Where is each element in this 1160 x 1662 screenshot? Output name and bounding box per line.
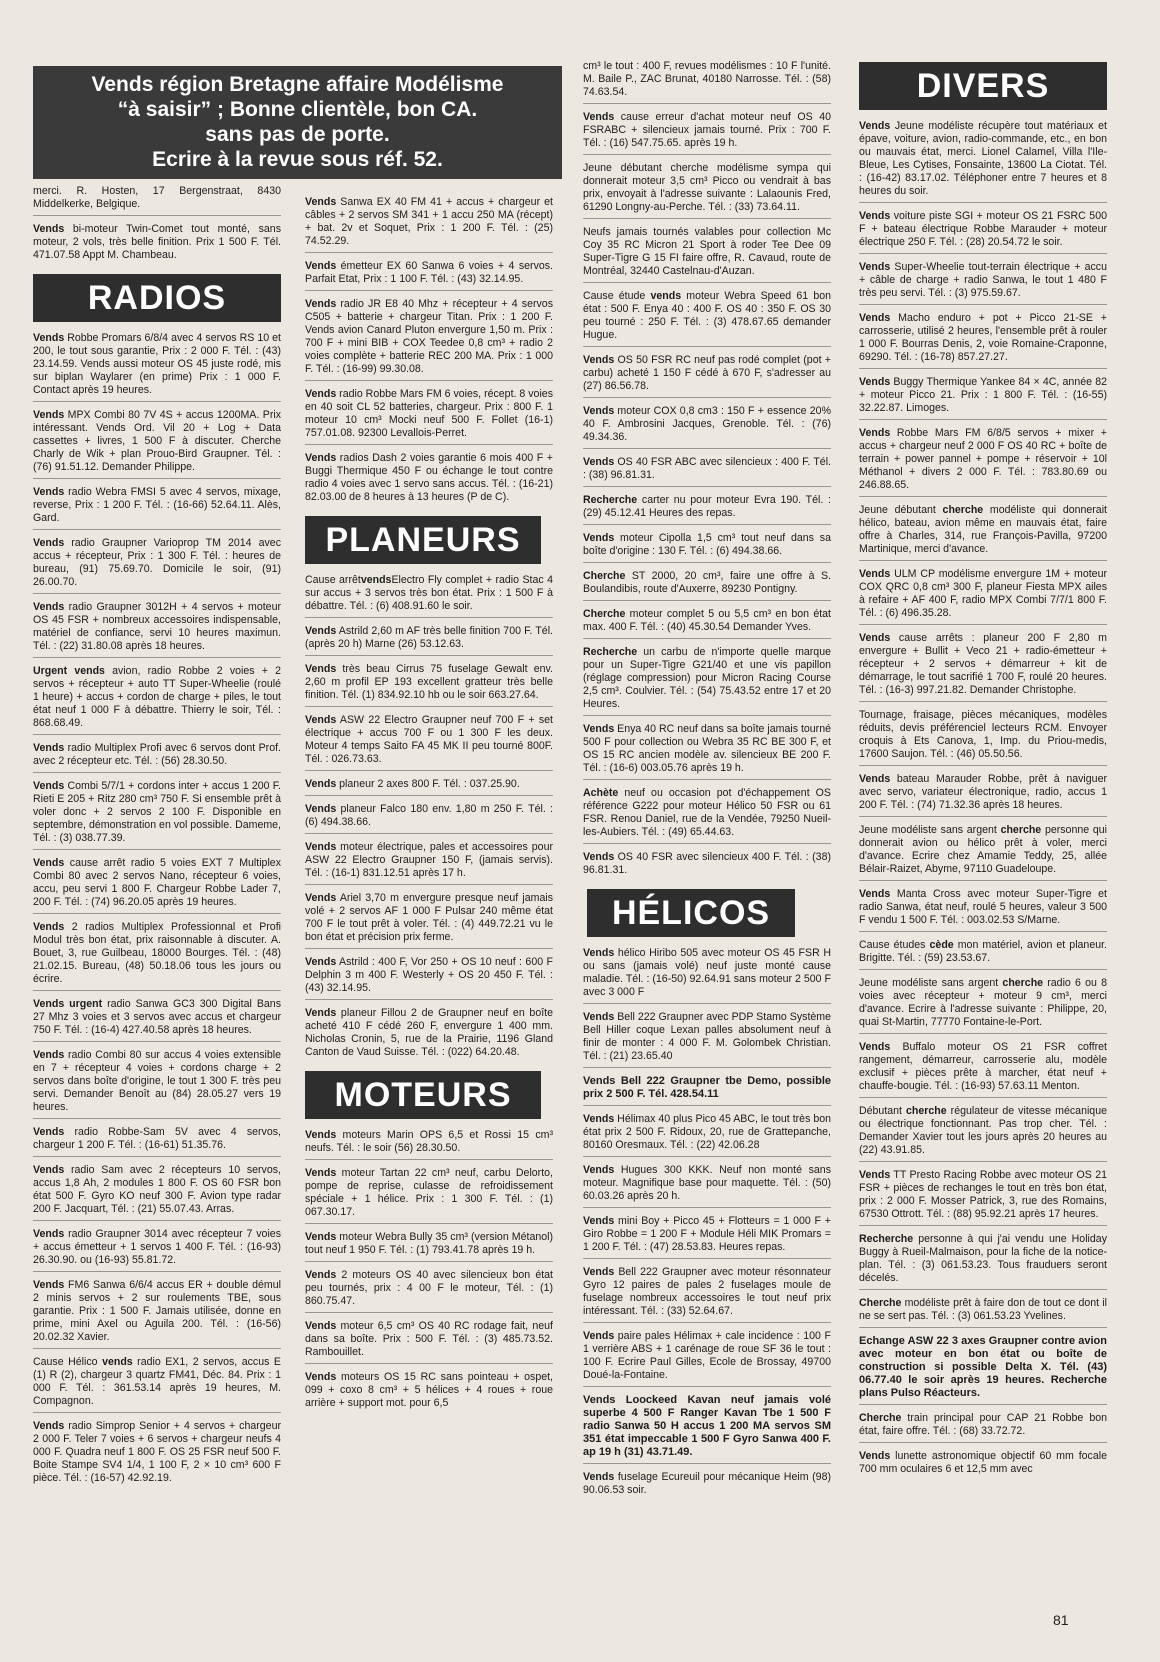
- ads-planeurs: [305, 574, 553, 1063]
- ad-text: Bell 222 Graupner avec PDP Stamo Système Bell Hiller coque Lexan palles absolument neuf à finir de monter : 4 000 F. M. Golombek Christian. Tél. : (21) 23.65.40: [583, 1011, 831, 1062]
- ad-text: Cause arrêtvendsElectro Fly complet + radio Stac 4 sur accus + 3 servos très bon état. Prix : 1 500 F à débattre. Tél. : (6) 408.91.60 le soir.: [305, 574, 553, 612]
- classified-ad: [583, 1330, 831, 1387]
- ad-text: planeur 2 axes 800 F. Tél. : 037.25.90.: [336, 778, 520, 790]
- ad-text: Hélimax 40 plus Pico 45 ABC, le tout très bon état prix 2 500 F. Ridoux, 20, rue de Grattepanche, 80160 Oresmaux. Tél. : (22) 42.06.28: [583, 1113, 831, 1151]
- ad-keyword: Vends: [583, 532, 615, 544]
- ad-text: Ariel 3,70 m envergure presque neuf jamais volé + 2 servos AF 1 000 F Pulsar 240 même état 700 F le tout prêt à voler. Tél. : (4) 449.72.21 vu le bon état et précision prix ferme.: [305, 892, 553, 943]
- ad-text: radio Graupner 3014 avec récepteur 7 voies + accus émetteur + 1 servos 1 400 F. Tél. : (16-93) 26.30.90. ou (16-93) 55.81.72.: [33, 1228, 281, 1266]
- ad-keyword: Vends: [305, 778, 337, 790]
- ad-keyword: Vends: [859, 312, 891, 324]
- ad-keyword: Vends: [859, 773, 891, 785]
- classified-ad: [33, 780, 281, 850]
- ad-keyword: Vends: [583, 1011, 615, 1023]
- ad-keyword: Vends: [305, 841, 337, 853]
- ad-text: Combi 5/7/1 + cordons inter + accus 1 200 F. Rieti E 205 + Ritz 280 cm³ 750 F. Si ensemble prêt à voler donc + 2 servos 2 100 F. Disponible en septembre, démonstration en vol possible. Dameme, Tél. : (3) 038.77.39.: [33, 780, 281, 844]
- ad-text: TT Presto Racing Robbe avec moteur OS 21 FSR + pièces de rechanges le tout en très bon état, prix : 2 000 F. Mosser Patrick, 3, rue des Romains, 67530 Ottrott. Tél. : (88) 95.92.21 après 17 heures.: [859, 1169, 1107, 1220]
- ad-keyword: Vends: [859, 376, 891, 388]
- ad-text: cause arrêt radio 5 voies EXT 7 Multiplex Combi 80 avec 2 servos Nano, récepteur 6 voies, accu, peu servi 1 800 F. Chargeur Robbe Lader 7, 200 F. Tél. : (74) 96.20.05 après 19 heures.: [33, 857, 281, 908]
- classified-ad: [859, 504, 1107, 561]
- classified-ad: [305, 298, 553, 381]
- ad-text: FM6 Sanwa 6/6/4 accus ER + double démul 2 minis servos + 2 sur roulements TBE, sous garantie. Prix : 1 500 F. Jamais utilisée, donne en prime, mini Axel ou Aguila 200. Tél. : (16-56) 20.02.32 Xavier.: [33, 1279, 281, 1343]
- ad-keyword: Vends: [583, 1330, 615, 1342]
- classified-ad: [305, 452, 553, 508]
- ads-helicos: [583, 947, 831, 1501]
- ad-text: Cause étude vends moteur Webra Speed 61 bon état : 500 F. Enya 40 : 400 F. OS 40 : 350 F. OS 30 peu tourné : 250 F. Tél. : (3) 478.67.65 demander Hugue.: [583, 290, 831, 341]
- classified-ad: [305, 574, 553, 618]
- classified-ad: [859, 773, 1107, 817]
- ad-keyword: Vends: [583, 1164, 615, 1176]
- ads-radios: [33, 332, 281, 1489]
- classified-ad: [859, 427, 1107, 497]
- ad-keyword: Recherche: [583, 646, 638, 658]
- classified-ad: [583, 405, 831, 449]
- classified-ad: [583, 162, 831, 219]
- classified-ad: [305, 260, 553, 291]
- ad-keyword: Vends: [859, 1450, 891, 1462]
- ad-keyword: Vends: [305, 714, 337, 726]
- classified-ad: [305, 1129, 553, 1160]
- ad-keyword: Cherche: [583, 570, 626, 582]
- ad-keyword: Vends: [305, 1007, 337, 1019]
- ad-keyword: Vends: [583, 405, 615, 417]
- classified-ad: [305, 663, 553, 707]
- ad-text: radio Sam avec 2 récepteurs 10 servos, accus 1,8 Ah, 2 modules 1 800 F. OS 60 FSR bon état 500 F. Gyro KO neuf 300 F. Avion type radar 200 F. Jacquart, Tél. : (21) 55.07.43. Arras.: [33, 1164, 281, 1215]
- ad-text: Macho enduro + pot + Picco 21-SE + carrosserie, utilisé 2 heures, l'ensemble prêt à rouler 1 000 F. Bourras Denis, 2, voie Romaine-Craponne, 69290. Tél. : (16-78) 857.27.27.: [859, 312, 1107, 363]
- ad-text: Manta Cross avec moteur Super-Tigre et radio Sanwa, état neuf, roulé 5 heures, valeur 3 500 F vendu 1 500 F. Tél. : 003.02.53 S/Marne.: [859, 888, 1107, 926]
- classified-ad: [33, 223, 281, 266]
- ad-keyword: Vends urgent: [33, 998, 103, 1010]
- ad-text: ASW 22 3 axes Graupner contre avion avec moteur en bon état ou boîte de construction si possible Delta X. Tél. (43) 06.77.40 le soir après 19 heures. Recherche plans Pulso Réacteurs.: [859, 1335, 1107, 1399]
- column-2: [305, 196, 553, 1421]
- ad-text: Jeune modéliste sans argent cherche personne qui donnerait avion ou hélico prêt à voler, merci d'avance. Ecrire chez Amamie Teddy, 25, allée Bélair-Raizet, Abyme, 97110 Guadeloupe.: [859, 824, 1107, 875]
- classified-ad: [859, 977, 1107, 1034]
- ad-keyword: Echange: [859, 1335, 905, 1347]
- classified-ad: [305, 1231, 553, 1262]
- classified-ad: [305, 1371, 553, 1414]
- ad-text: Astrild : 400 F, Vor 250 + OS 10 neuf : 600 F Delphin 3 m 400 F. Westerly + OS 20 450 F. Tél. : (43) 32.14.95.: [305, 956, 553, 994]
- ad-text: radio Sanwa GC3 300 Digital Bans 27 Mhz 3 voies et 3 servos avec accus et chargeur 750 F. Tél. : (16-4) 427.40.58 après 18 heures.: [33, 998, 281, 1036]
- ad-text: Jeune modéliste sans argent cherche radio 6 ou 8 voies avec récepteur + moteur 9 cm³, merci d'avance. Ecrire à l'adresse suivante : Philippe, 20, quai St-Martin, 77770 Fontaine-le-Port.: [859, 977, 1107, 1028]
- classified-ad: [33, 185, 281, 216]
- ad-keyword: Recherche: [583, 494, 638, 506]
- ad-keyword: Vends: [859, 427, 891, 439]
- ad-text: MPX Combi 80 7V 4S + accus 1200MA. Prix intéressant. Vends Ord. Vil 20 + Log + Data cassettes + livres, 1 500 F à discuter. Cherche Charly de Wik + plan Prouo-Bird Graupner. Tél. : (76) 91.51.12. Demander Philippe.: [33, 409, 281, 473]
- classified-ad: [33, 1279, 281, 1349]
- ad-text: bateau Marauder Robbe, prêt à naviguer avec servo, variateur électronique, radio, accus 1 200 F. Tél. : (74) 71.32.36 après 18 heures.: [859, 773, 1107, 811]
- ad-keyword: Vends: [305, 388, 337, 400]
- ads-c2-top: [305, 196, 553, 508]
- classified-ad: [305, 841, 553, 885]
- ad-text: Jeune modéliste récupère tout matériaux et épave, voiture, avion, radio-commande, etc., en bon ou mauvais état, merci. Lionel Calamel, Villa l'Ile-Bleue, Les Cytises, Fonsainte, 13600 La Ciotat. Tél. : (16-42) 83.17.02. Téléphoner entre 7 heures et 8 heures du soir.: [859, 120, 1107, 197]
- ad-text: radio Simprop Senior + 4 servos + chargeur 2 000 F. Teler 7 voies + 6 servos + chargeur neufs 4 000 F. Quadra neuf 1 800 F. OS 25 FSR neuf 500 F. Boite Stampe SV4 1/4, 1 100 F, 2 × 10 cm³ 600 F pièce. Tél. : (16-57) 42.92.19.: [33, 1420, 281, 1484]
- classified-ad: [583, 608, 831, 639]
- ad-keyword: Vends: [33, 332, 65, 344]
- ad-text: train principal pour CAP 21 Robbe bon état, faire offre. Tél. : (68) 33.72.72.: [859, 1412, 1107, 1437]
- classified-ad: [583, 532, 831, 563]
- classified-ad: [859, 632, 1107, 702]
- ad-keyword: Vends: [583, 1266, 615, 1278]
- ad-keyword: Vends: [305, 1269, 337, 1281]
- classified-ad: [583, 646, 831, 716]
- classified-ad: [583, 1113, 831, 1157]
- ad-text: Buggy Thermique Yankee 84 × 4C, année 82 + moteur Picco 21. Prix : 1 800 F. Tél. : (16-55) 32.22.87. Limoges.: [859, 376, 1107, 414]
- ad-text: OS 40 FSR avec silencieux 400 F. Tél. : (38) 96.81.31.: [583, 851, 831, 876]
- ad-keyword: Cherche: [583, 608, 626, 620]
- classified-ad: [859, 568, 1107, 625]
- ad-keyword: Vends: [859, 120, 891, 132]
- classified-ad: [583, 354, 831, 398]
- classified-ad: [305, 714, 553, 771]
- classified-ad: [859, 1041, 1107, 1098]
- ads-c3-top: [583, 60, 831, 881]
- ad-keyword: Vends: [859, 1169, 891, 1181]
- ad-keyword: Vends: [305, 663, 337, 675]
- ad-keyword: Recherche: [859, 1233, 914, 1245]
- classified-ad: [583, 787, 831, 844]
- ad-text: Cause études cède mon matériel, avion et planeur. Brigitte. Tél. : (59) 23.53.67.: [859, 939, 1107, 964]
- ad-text: hélico Hiribo 505 avec moteur OS 45 FSR H ou sans (jamais volé) neuf juste monté cause maladie. Tél. : (16-50) 92.64.91 sans moteur 2 500 F avec 3 000 F: [583, 947, 831, 998]
- ad-keyword: Vends: [859, 632, 891, 644]
- classified-ad: [33, 665, 281, 735]
- ad-text: ULM CP modélisme envergure 1M + moteur COX QRC 0,8 cm³ 300 F, planeur Fiesta MPX ailes à refaire + AF 400 F, radio MPX Combi 7/7/1 800 F. Tél. : (6) 496.35.28.: [859, 568, 1107, 619]
- ad-keyword: Vends: [583, 947, 615, 959]
- ad-text: radios Dash 2 voies garantie 6 mois 400 F + Buggi Thermique 450 F ou échange le tout contre radio 4 voies avec 1 servo sans accus. Tél. : (16-21) 82.03.00 de 8 heures à 13 heures (P de C).: [305, 452, 553, 503]
- ad-keyword: Vends: [33, 780, 65, 792]
- ad-text: moteur Tartan 22 cm³ neuf, carbu Delorto, pompe de reprise, culasse de refroidissement spéciale + 1 hélice. Prix : 1 300 F. Tél. : (1) 067.30.17.: [305, 1167, 553, 1218]
- ad-keyword: Vends: [33, 223, 65, 235]
- ad-keyword: Cherche: [859, 1412, 902, 1424]
- ad-text: modéliste prêt à faire don de tout ce dont il ne se sert pas. Tél. : (3) 061.53.23 Yvelines.: [859, 1297, 1107, 1322]
- classified-ad: [583, 111, 831, 155]
- classified-ad: [33, 332, 281, 402]
- classified-ad: [583, 60, 831, 104]
- ad-text: moteur COX 0,8 cm3 : 150 F + essence 20% 40 F. Ambrosini Jacques, Grenoble. Tél. : (76) 49.34.36.: [583, 405, 831, 443]
- classified-ad: [305, 388, 553, 445]
- classified-ad: [33, 742, 281, 773]
- ad-text: émetteur EX 60 Sanwa 6 voies + 4 servos. Parfait Etat, Prix : 1 100 F. Tél. : (43) 32.14.95.: [305, 260, 553, 285]
- ad-keyword: Vends: [583, 1113, 615, 1125]
- ad-text: cause arrêts : planeur 200 F 2,80 m envergure + Bullit + Veco 21 + radio-émetteur + récepteur + 2 servos + démarreur + kit de démarrage, le tout sacrifié 1 700 F, roulé 20 heures. Tél. : (16-3) 997.21.82. Demander Christophe.: [859, 632, 1107, 696]
- ad-text: Bell 222 Graupner avec moteur résonnateur Gyro 12 paires de pales 2 fuselages moule de fuselage nombreux accessoires le tout neuf prix intéressant. Tél. : (33) 52.64.67.: [583, 1266, 831, 1317]
- ads-divers: [859, 120, 1107, 1480]
- ad-keyword: Vends: [305, 956, 337, 968]
- ad-text: radio Robbe Mars FM 6 voies, récept. 8 voies en 40 soit CL 52 batteries, chargeur. Prix : 800 F. 1 moteur 10 cm³ Mocki neuf 500 F. Follet (16-1) 757.01.08. 92300 Levallois-Perret.: [305, 388, 553, 439]
- ad-text: planeur Falco 180 env. 1,80 m 250 F. Tél. : (6) 494.38.66.: [305, 803, 553, 828]
- ad-keyword: Vends: [33, 857, 65, 869]
- classified-ad: [33, 486, 281, 530]
- ad-text: planeur Fillou 2 de Graupner neuf en boîte acheté 410 F cédé 260 F, envergure 1 400 mm. Nicholas Cronin, 5, rue de la Prairie, 1196 Gland Canton de Vaud Suisse. Tél. : (022) 64.20.48.: [305, 1007, 553, 1058]
- classified-ad: [305, 803, 553, 834]
- classified-ad: [33, 537, 281, 594]
- classified-ad: [33, 1126, 281, 1157]
- classified-ad: [859, 210, 1107, 254]
- classified-ad: [583, 1394, 831, 1464]
- classified-ad: [33, 1356, 281, 1413]
- ad-keyword: Vends: [859, 210, 891, 222]
- ad-keyword: Achète: [583, 787, 619, 799]
- ad-keyword: Vends: [583, 1215, 615, 1227]
- classified-ad: [33, 1228, 281, 1272]
- classified-ad: [859, 1450, 1107, 1480]
- column-3: [583, 60, 831, 1508]
- classified-ad: [305, 1007, 553, 1063]
- classified-ad: [859, 1412, 1107, 1443]
- ads-c1-top: [33, 185, 281, 266]
- ad-keyword: Vends: [33, 1164, 65, 1176]
- classified-ad: [859, 939, 1107, 970]
- ad-text: un carbu de n'importe quelle marque pour un Super-Tigre G21/40 et une vis papillon (réglage compression) pour Micron Racing Course 2,5 cm³. Coulvier. Tél. : (54) 75.43.52 entre 17 et 20 Heures.: [583, 646, 831, 710]
- classified-ad: [859, 1105, 1107, 1162]
- ad-text: ASW 22 Electro Graupner neuf 700 F + set électrique + accus 700 F ou 1 300 F les deux. Moteur 4 temps Saito FA 45 MK II peu tourné 800F. Tél. : 026.73.63.: [305, 714, 553, 765]
- classified-ad: [859, 261, 1107, 305]
- classified-ad: [859, 1297, 1107, 1328]
- classified-ad: [583, 947, 831, 1004]
- ad-keyword: Urgent vends: [33, 665, 105, 677]
- ad-text: lunette astronomique objectif 60 mm focale 700 mm oculaires 6 et 12,5 mm avec: [859, 1450, 1107, 1475]
- classified-ad: [583, 1164, 831, 1208]
- ad-keyword: Vends: [33, 742, 65, 754]
- ad-text: bi-moteur Twin-Comet tout monté, sans moteur, 2 vols, très belle finition. Prix 1 500 F. Tél. 471.07.58 Appt M. Chambeau.: [33, 223, 281, 261]
- ads-moteurs: [305, 1129, 553, 1414]
- ad-keyword: Vends: [33, 1126, 65, 1138]
- ad-text: Sanwa EX 40 FM 41 + accus + chargeur et câbles + 2 servos SM 341 + 1 accu 250 MA (récept) + bat. 2v et Soquet, Prix : 1 200 F. Tél. : (25) 74.52.29.: [305, 196, 553, 247]
- classified-ad: [583, 1011, 831, 1068]
- classified-ad: [583, 1215, 831, 1259]
- ad-keyword: Vends: [305, 298, 337, 310]
- classified-ad: [33, 1420, 281, 1489]
- ad-text: Neufs jamais tournés valables pour collection Mc Coy 35 RC Micron 21 Sport à roder Tee Dee 09 Super-Tigre G 15 FI faire offre, R. Cavaud, route de Montréal, 32440 Castelnau-d'Auzan.: [583, 226, 831, 277]
- ad-keyword: Vends: [33, 409, 65, 421]
- ad-keyword: Vends: [859, 261, 891, 273]
- ad-text: radio Webra FMSI 5 avec 4 servos, mixage, reverse, Prix : 1 200 F. Tél. : (16-66) 52.64.11. Alès, Gard.: [33, 486, 281, 524]
- ad-text: moteur 6,5 cm³ OS 40 RC rodage fait, neuf dans sa boîte. Prix : 500 F. Tél. : (3) 485.73.52. Rambouillet.: [305, 1320, 553, 1358]
- ad-text: cm³ le tout : 400 F, revues modélismes : 10 F l'unité. M. Baile P., ZAC Brunat, 40180 Narrosse. Tél. : (58) 74.63.54.: [583, 60, 831, 98]
- classified-ad: [859, 888, 1107, 932]
- classified-ad: [33, 409, 281, 479]
- ad-keyword: Vends: [859, 888, 891, 900]
- ad-keyword: Vends: [33, 1279, 65, 1291]
- ad-keyword: Vends: [305, 625, 337, 637]
- ad-keyword: Vends: [33, 921, 65, 933]
- ad-text: Jeune débutant cherche modélisme sympa qui donnerait moteur 3,5 cm³ Picco ou vendrait à bas prix, envoyait à l'adresse suivante : Lalaounis Fred, 61290 Longny-au-Perche. Tél. : (33) 73.64.11.: [583, 162, 831, 213]
- ad-keyword: Vends: [33, 601, 65, 613]
- section-header-moteurs: MOTEURS: [305, 1071, 541, 1119]
- page-number: 81: [1053, 1612, 1069, 1628]
- classified-ad: [859, 709, 1107, 766]
- ad-text: voiture piste SGI + moteur OS 21 FSRC 500 F + bateau électrique Robbe Marauder + moteur électrique 250 F. Tél. : (28) 20.54.72 le soir.: [859, 210, 1107, 248]
- ad-text: Jeune débutant cherche modéliste qui donnerait hélico, bateau, avion même en mauvais état, faire offre à Charles, 314, rue François-Pavilla, 97200 Martinique, merci d'avance.: [859, 504, 1107, 555]
- ad-text: Buffalo moteur OS 21 FSR coffret rangement, démarreur, carrosserie alu, modèle exclusif + pièces prête à marcher, état neuf + chauffe-bougie. Tél. : (16-93) 57.63.11 Menton.: [859, 1041, 1107, 1092]
- ad-text: radio Graupner 3012H + 4 servos + moteur OS 45 FSR + nombreux accessoires indispensable, matériel de confiance, servi 10 heures maximun. Tél. : (22) 31.80.08 après 18 heures.: [33, 601, 281, 652]
- ad-keyword: Vends: [33, 1420, 65, 1432]
- classified-ad: [583, 1471, 831, 1501]
- classified-ad: [305, 625, 553, 656]
- ad-text: mini Boy + Picco 45 + Flotteurs = 1 000 F + Giro Robbe = 1 200 F + Module Héli MIK Promars = 1 200 F. Tél. : (47) 28.53.83. Heures repas.: [583, 1215, 831, 1253]
- ad-text: radio JR E8 40 Mhz + récepteur + 4 servos C505 + batterie + chargeur Titan. Prix : 1 200 F. Vends avion Canard Pluton envergure 1,50 m. Prix : 700 F + mini BIB + COX Teedee 0,8 cm³ + radio 2 voies complète + batterie REC 200 MA. Prix : 1 000 F. Tél. : (16-99) 99.30.08.: [305, 298, 553, 375]
- ad-text: paire pales Hélimax + cale incidence : 100 F 1 verrière ABS + 1 carénage de roue SF 36 le tout : 100 F. Ecrire Paul Gilles, Ecole de Brossay, 49700 Doué-la-Fontaine.: [583, 1330, 831, 1381]
- ad-keyword: Vends: [859, 1041, 891, 1053]
- ad-text: radio Graupner Varioprop TM 2014 avec accus + récepteur, Prix : 1 300 F. Tél. : heures de bureau, (91) 75.69.70. Domicile le soir, (91) 26.00.70.: [33, 537, 281, 588]
- classified-ad: [33, 1164, 281, 1221]
- classified-ad: [305, 956, 553, 1000]
- ad-text: fuselage Ecureuil pour mécanique Heim (98) 90.06.53 soir.: [583, 1471, 831, 1496]
- ad-keyword: Vends: [305, 1231, 337, 1243]
- ad-text: Super-Wheelie tout-terrain électrique + accu + câble de charge + radio Sanwa, le tout 1 480 F très peu servi. Tél. : (3) 975.59.67.: [859, 261, 1107, 299]
- ad-keyword: Vends: [33, 486, 65, 498]
- classified-ad: [33, 1049, 281, 1119]
- section-header-planeurs: PLANEURS: [305, 516, 541, 564]
- ad-text: merci. R. Hosten, 17 Bergenstraat, 8430 Middelkerke, Belgique.: [33, 185, 281, 210]
- ad-text: Cause Hélico vends radio EX1, 2 servos, accus E (1) R (2), chargeur 3 quartz FM41, Déc. 84. Prix : 1 000 F. Tél. : 361.53.14 après 19 heures, M. Compagnon.: [33, 1356, 281, 1407]
- ad-keyword: Vends: [33, 1049, 65, 1061]
- ad-keyword: Vends: [305, 260, 337, 272]
- ad-keyword: Vends: [305, 803, 337, 815]
- ad-keyword: Vends: [583, 111, 615, 123]
- ad-keyword: Vends: [305, 1167, 337, 1179]
- classified-ad: [305, 1320, 553, 1364]
- ad-text: ST 2000, 20 cm³, faire une offre à S. Boulandibis, route d'Auxerre, 89230 Pontigny.: [583, 570, 831, 595]
- ad-text: 2 moteurs OS 40 avec silencieux bon état peu tournés, prix : 4 00 F le moteur, Tél. : (1) 860.75.47.: [305, 1269, 553, 1307]
- ad-text: très beau Cirrus 75 fuselage Gewalt env. 2,60 m profil EP 193 excellent gratteur très belle finition. Tél. (1) 834.92.10 hb ou le soir 663.27.64.: [305, 663, 553, 701]
- section-header-radios: RADIOS: [33, 274, 281, 322]
- ad-text: moteur électrique, pales et accessoires pour ASW 22 Electro Graupner 150 F, (jamais servis). Tél. : (16-1) 831.12.51 après 17 h.: [305, 841, 553, 879]
- ad-text: OS 50 FSR RC neuf pas rodé complet (pot + carbu) acheté 1 150 F cédé à 670 F, s'adresser au (27) 86.56.78.: [583, 354, 831, 392]
- classified-ad: [33, 601, 281, 658]
- ad-text: Astrild 2,60 m AF très belle finition 700 F. Tél. (après 20 h) Marne (26) 53.12.63.: [305, 625, 553, 650]
- ad-keyword: Vends: [583, 1471, 615, 1483]
- ad-keyword: Vends: [583, 1075, 616, 1087]
- classified-ad: [859, 1169, 1107, 1226]
- ad-text: carter nu pour moteur Evra 190. Tél. : (29) 45.12.41 Heures des repas.: [583, 494, 831, 519]
- ad-text: Tournage, fraisage, pièces mécaniques, modèles réduits, devis préférenciel lecteurs RCM. Envoyer croquis à Ets Canova, 1, Imp. du Priou-medis, 17600 Saujon. Tél. : (46) 05.50.56.: [859, 709, 1107, 760]
- classified-ad: [859, 1335, 1107, 1405]
- ad-text: cause erreur d'achat moteur neuf OS 40 FSRABC + silencieux jamais tourné. Prix : 700 F. Tél. : (16) 547.75.65. après 19 h.: [583, 111, 831, 149]
- classified-ad: [305, 892, 553, 949]
- classified-ad: [583, 570, 831, 601]
- ad-keyword: Vends: [305, 1320, 337, 1332]
- ad-text: Bell 222 Graupner tbe Demo, possible prix 2 500 F. Tél. 428.54.11: [583, 1075, 831, 1100]
- classified-ad: [583, 494, 831, 525]
- ad-keyword: Vends: [583, 723, 615, 735]
- ad-keyword: Vends: [583, 456, 615, 468]
- banner-line: Vends région Bretagne affaire Modélisme: [91, 73, 504, 96]
- classified-ad: [305, 778, 553, 796]
- classified-ad: [305, 1269, 553, 1313]
- column-4: [859, 62, 1107, 1487]
- classified-ad: [859, 1233, 1107, 1290]
- ad-text: Robbe Promars 6/8/4 avec 4 servos RS 10 et 200, le tout sous garantie, Prix : 2 000 F. Tél. : (43) 23.14.59. Vends aussi moteur OS 45 juste rodé, mis sur biplan Waylarer (en prime) Prix : 1 000 F. Contact après 19 heures.: [33, 332, 281, 396]
- ad-text: radio Multiplex Profi avec 6 servos dont Prof. avec 2 récepteur etc. Tél. : (56) 28.30.50.: [33, 742, 281, 767]
- classified-ad: [583, 851, 831, 881]
- classified-ad: [583, 1266, 831, 1323]
- ad-text: moteurs OS 15 RC sans pointeau + ospet, 099 + coxo 8 cm³ + 5 hélices + 4 roues + roue arrière + support mot. pour 6,5: [305, 1371, 553, 1409]
- ad-text: avion, radio Robbe 2 voies + 2 servos + récepteur + auto TT Super-Wheelie (roulé 1 heure) + accus + cordon de charge + piles, le tout état neuf 1 000 F à débattre. Thierry le soir, Tél. : 868.68.49.: [33, 665, 281, 729]
- ad-text: moteur Webra Bully 35 cm³ (version Métanol) tout neuf 1 950 F. Tél. : (1) 793.41.78 après 19 h.: [305, 1231, 553, 1256]
- classified-ad: [583, 723, 831, 780]
- ad-keyword: Vends: [305, 1371, 337, 1383]
- ad-keyword: Vends: [305, 892, 337, 904]
- banner-line: Ecrire à la revue sous réf. 52.: [152, 148, 443, 171]
- classified-ad: [859, 376, 1107, 420]
- ad-text: neuf ou occasion pot d'échappement OS référence G222 pour moteur Hélico 50 FSR ou 61 FSR. Renou Daniel, rue de la Vendée, 79250 Nueil-les-Aubiers. Tél. : (49) 65.44.63.: [583, 787, 831, 838]
- ad-text: moteurs Marin OPS 6,5 et Rossi 15 cm³ neufs. Tél. : le soir (56) 28.30.50.: [305, 1129, 553, 1154]
- ad-keyword: Vends: [583, 851, 615, 863]
- classified-ad: [583, 226, 831, 283]
- classified-ad: [33, 998, 281, 1042]
- classified-ad: [859, 120, 1107, 203]
- ad-text: Enya 40 RC neuf dans sa boîte jamais tourné 500 F pour collection ou Webra 35 RC BE 300 F, et OS 15 RC ancien modèle av. silencieux BE 200 F. Tél. : (16-6) 003.05.76 après 19 h.: [583, 723, 831, 774]
- ad-text: Hugues 300 KKK. Neuf non monté sans moteur. Magnifique base pour maquette. Tél. : (50) 60.03.26 après 20 h.: [583, 1164, 831, 1202]
- ad-text: 2 radios Multiplex Professionnal et Profi Modul très bon état, prix raisonnable à discuter. A. Bouet, 3, rue Guilbeau, 18000 Bourges. Tél. : (48) 21.02.15. Bureau, (48) 50.18.06 tous les jours ou écrire.: [33, 921, 281, 985]
- classified-ad: [859, 824, 1107, 881]
- classified-ad: [583, 456, 831, 487]
- featured-banner-ad: [33, 66, 562, 179]
- ad-keyword: Vends: [305, 452, 337, 464]
- ad-keyword: Vends: [305, 1129, 337, 1141]
- ad-keyword: Vends: [33, 1228, 65, 1240]
- ad-text: moteur complet 5 ou 5,5 cm³ en bon état max. 400 F. Tél. : (40) 45.30.54 Demander Yves.: [583, 608, 831, 633]
- classified-ad: [859, 312, 1107, 369]
- section-header-divers: DIVERS: [859, 62, 1107, 110]
- ad-text: Débutant cherche régulateur de vitesse mécanique ou électrique fonctionnant. Pas trop cher. Tél. : Demander Xavier tout les jours après 20 heures au (22) 43.91.85.: [859, 1105, 1107, 1156]
- classified-ad: [33, 921, 281, 991]
- ad-text: radio Combi 80 sur accus 4 voies extensible en 7 + récepteur 4 voies + cordons charge + 2 servos dans boîte d'origine, le tout 1 300 F. très peu servi. Demander Benoît au (84) 28.05.27 vers 19 heures.: [33, 1049, 281, 1113]
- ad-text: radio Robbe-Sam 5V avec 4 servos, chargeur 1 200 F. Tél. : (16-61) 51.35.76.: [33, 1126, 281, 1151]
- classified-ad: [583, 1075, 831, 1106]
- section-header-helicos: HÉLICOS: [587, 889, 795, 937]
- classified-ad: [33, 857, 281, 914]
- ad-text: OS 40 FSR ABC avec silencieux : 400 F. Tél. : (38) 96.81.31.: [583, 456, 831, 481]
- ad-text: Loockeed Kavan neuf jamais volé superbe 4 500 F Ranger Kavan Tbe 1 500 F radio Sanwa 50 H accus 1 200 MA servos SM 351 état impeccable 1 500 F Gyro Sanwa 400 F. ap 19 h (31) 43.71.49.: [583, 1394, 831, 1458]
- ad-keyword: Cherche: [859, 1297, 902, 1309]
- banner-line: sans pas de porte.: [205, 123, 390, 146]
- ad-keyword: Vends: [33, 537, 65, 549]
- classified-ad: [305, 196, 553, 253]
- ad-keyword: Vends: [305, 196, 337, 208]
- classified-ad: [305, 1167, 553, 1224]
- ad-keyword: Vends: [583, 354, 615, 366]
- ad-keyword: Vends: [859, 568, 891, 580]
- classified-ad: [583, 290, 831, 347]
- ad-keyword: Vends: [583, 1394, 616, 1406]
- ad-text: personne à qui j'ai vendu une Holiday Buggy à Rueil-Malmaison, pour la fiche de la notice-plan. Tél. : (3) 061.53.23. Tous frauduers seront décelés.: [859, 1233, 1107, 1284]
- ad-text: Robbe Mars FM 6/8/5 servos + mixer + accus + chargeur neuf 2 000 F OS 40 RC + boîte de terrain + power pannel + pompe + réservoir + 10l Méthanol + divers 2 000 F. Tél. : 783.80.69 ou 246.88.65.: [859, 427, 1107, 491]
- ad-text: moteur Cipolla 1,5 cm³ tout neuf dans sa boîte d'origine : 130 F. Tél. : (6) 494.38.66.: [583, 532, 831, 557]
- banner-line: “à saisir” ; Bonne clientèle, bon CA.: [117, 98, 478, 121]
